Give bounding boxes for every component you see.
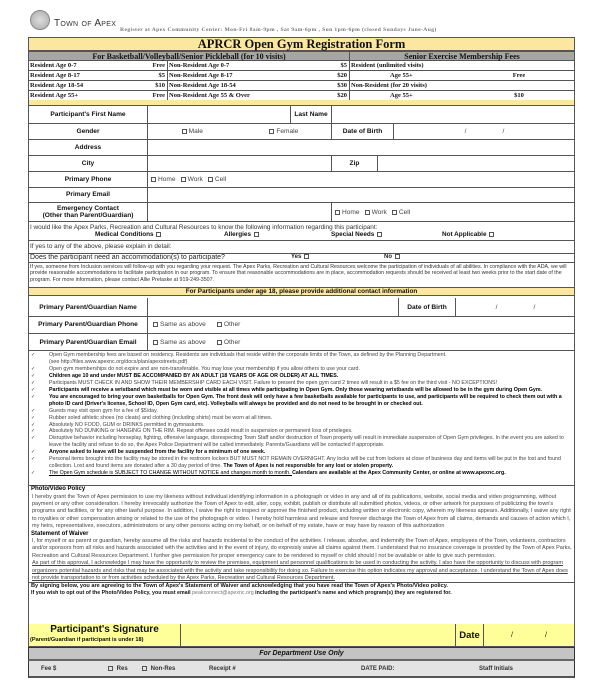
- not-applicable-checkbox[interactable]: [442, 231, 496, 238]
- guardian-email-label: Primary Parent/Guardian Email: [29, 333, 148, 351]
- guardian-email-options[interactable]: [152, 333, 240, 351]
- male-label: Male: [188, 127, 203, 135]
- date-label: Date: [456, 624, 484, 647]
- explain-label: If yes to any of the above, please explain in detail:: [30, 243, 172, 250]
- department-use-row: [28, 661, 575, 678]
- cell-checkbox[interactable]: [391, 209, 410, 216]
- medical-conditions-checkbox[interactable]: [95, 231, 163, 238]
- guardian-dob-input[interactable]: [456, 298, 575, 316]
- date-slash: /: [511, 632, 513, 639]
- rule-text: Children age 10 and under MUST BE ACCOMPANIED BY AN ADULT (18 YEARS OF AGE OR OLDER) AT ALL TIMES.: [49, 372, 339, 379]
- dob-input[interactable]: [394, 123, 575, 139]
- photo-policy-text: I hereby grant the Town of Apex permission to use my likeness without individual identifying information in a photograph or video in any and all of its publications, website, social media and video programming, without payment or any other consideration. I hereby irrevocably authorize the Town of Apex to edit, alter, copy, exhibit, publish or distribute all submitted photos, videos, or other artwork for purposes of publicizing the town's programs and facilities, or for any other lawful purpose. In addition, I waive the right to inspect or approve the finished product, including written or electronic copy, wherein my likeness appears. Additionally, I waive any right to royalties or other compensation arising or related to the use of the photograph or video. I hereby hold harmless and release and forever discharge the Town of Apex from all claims, demands and causes of action which I, my heirs, representatives, executors, administrators or any other persons acting on my behalf, or on behalf of my estate, have or may have by reason of this authorization: [32, 493, 571, 530]
- date-paid-label: DATE PAID:: [361, 666, 395, 672]
- signature-subtitle: (Parent/Guardian if participant is under 18): [30, 637, 144, 643]
- emergency-phone-type[interactable]: [334, 202, 410, 222]
- resident-category: Resident Age 18-54: [30, 82, 84, 89]
- senior-fee: $10: [514, 92, 524, 99]
- same-label: Same as above: [160, 321, 206, 328]
- rule-text: Rubber soled athletic shoes (no cleats) and clothing (including shirts) must be worn at all times.: [49, 414, 273, 421]
- other-label: Other: [223, 321, 241, 328]
- allergies-label: Allergies: [224, 231, 251, 238]
- yes-label: Yes: [291, 254, 302, 260]
- rule-item: [29, 428, 574, 435]
- no-label: No: [384, 254, 392, 260]
- explain-input[interactable]: [29, 240, 574, 253]
- opt-out-text: If you wish to opt out of the Photo/Video Policy, you must email: [31, 590, 193, 597]
- other-checkbox[interactable]: [216, 321, 241, 328]
- rule-text: The Town of Apex is not responsible for any lost or stolen property.: [223, 463, 394, 470]
- email-input[interactable]: [148, 187, 575, 202]
- rule-text: Personal items brought into the facility may be stored in the restroom lockers BUT MUST NOT REMAIN OVERNIGHT. Any locks will be cut from lockers at close of business day and items will be put in the lost and found collection. Lost and found items are donated after a 30 day period of time.: [49, 456, 561, 470]
- staff-initials-label: Staff Initials: [479, 666, 514, 672]
- town-name: Town of Apex: [54, 18, 117, 29]
- accommodation-question: Does the participant need an accommodation(s) to participate?: [30, 254, 225, 261]
- work-label: Work: [187, 175, 203, 183]
- same-as-above-checkbox[interactable]: [152, 339, 206, 346]
- receipt-label: Receipt #: [209, 666, 236, 672]
- rule-text: Disruptive behavior including horseplay, fighting, offensive language, disrespecting Town Staff and/or destruction of Town property will result in immediate suspension of Open Gym privileges. In the event you are asked to leave the facility and refuse to do so, the Apex Police Department will be called immediately. Parents/Guardians will be contacted if appropriate.: [49, 435, 564, 449]
- nonresident-fee: $30: [337, 82, 347, 89]
- guardian-name-label: Primary Parent/Guardian Name: [29, 298, 148, 316]
- medical-label: Medical Conditions: [95, 231, 154, 238]
- nonres-label: Non-Res: [150, 666, 176, 672]
- register-hours: Register at Apex Community Center: Mon-Fri 8am-9pm , Sat 9am-6pm , Sun 1pm-6pm (closed Sundays June-Aug): [120, 27, 437, 33]
- rule-text: Participants will receive a wristband which must be worn and visible at all times while participating in Open Gym. Only those wearing wristbands will be allowed to be in the gym during Open Gym.: [49, 386, 543, 393]
- checkmark-icon: ✓: [31, 379, 36, 386]
- rule-item: [29, 408, 574, 415]
- city-label: City: [29, 155, 148, 171]
- rule-item: [29, 373, 574, 380]
- female-checkbox[interactable]: [268, 128, 298, 135]
- work-checkbox[interactable]: [364, 209, 387, 216]
- rule-item: [29, 394, 574, 408]
- address-input[interactable]: [148, 139, 575, 155]
- rule-item: [29, 456, 574, 470]
- special-needs-label: Special Needs: [331, 231, 375, 238]
- nonresident-fee: $20: [337, 72, 347, 79]
- dob-label: Date of Birth: [332, 123, 394, 139]
- senior-fees-header: Senior Exercise Membership Fees: [349, 52, 574, 61]
- dob-slash: /: [502, 127, 505, 135]
- accommodation-no-checkbox[interactable]: [384, 254, 402, 260]
- checkmark-icon: ✓: [31, 386, 36, 393]
- guardian-section-bar: For Participants under age 18, please provide additional contact information: [29, 287, 574, 296]
- male-checkbox[interactable]: [181, 128, 203, 135]
- guardian-phone-label: Primary Parent/Guardian Phone: [29, 316, 148, 333]
- emergency-label-line2: (Other than Parent/Guardian): [42, 212, 134, 219]
- nonresident-category: Non-Resident Age 55 & Over: [169, 92, 250, 99]
- waiver-approval-text: As part of this approval, I acknowledge I may have the opportunity to review the premises, equipment and personnel qualifications to be used in conducting the activity. I also have the opportunity to discuss with program organizers potential hazards and risks that may be associated with the activity and take responsibility for doing so. Failure to exercise this option indicates my approval and acceptance. I understand the Town of Apex does not provide transportation to or from activities scheduled by the Apex Parks, Recreation and Cultural Resources Department.: [32, 560, 568, 582]
- checkmark-icon: ✓: [31, 456, 36, 463]
- email-label: Primary Email: [29, 187, 148, 202]
- rule-text: The Open Gym schedule is SUBJECT TO CHANGE WITHOUT NOTICE and changes month to month.: [49, 470, 293, 477]
- rule-item: [29, 415, 574, 422]
- special-needs-checkbox[interactable]: [331, 231, 384, 238]
- first-name-input[interactable]: [148, 106, 291, 123]
- home-checkbox[interactable]: [150, 176, 176, 183]
- open-gym-rules: [28, 351, 575, 486]
- guardian-dob-label: Date of Birth: [399, 298, 456, 316]
- signature-row: [28, 624, 575, 647]
- senior-category: Age 55+: [349, 91, 413, 100]
- city-input[interactable]: [148, 155, 332, 171]
- fee-row: [28, 81, 575, 91]
- signature-label: [29, 624, 181, 647]
- zip-label: Zip: [332, 155, 378, 171]
- guardian-name-input[interactable]: [148, 298, 399, 316]
- rule-text: Participants MUST CHECK IN AND SHOW THEIR MEMBERSHIP CARD EACH VISIT. Failure to present the open gym card 2 times will result in a $5 fee on the third visit - NO EXCEPTIONS!: [49, 379, 498, 386]
- town-seal-logo: [30, 10, 50, 30]
- work-checkbox[interactable]: [180, 176, 203, 183]
- info-intro: I would like the Apex Parks, Recreation and Cultural Resources to know the following information regarding this participant:: [30, 224, 378, 231]
- signing-statement: By signing below, you are agreeing to the Town of Apex's Statement of Waiver and acknowledging that you have read the Town of Apex's Photo/Video policy.: [29, 582, 574, 590]
- opt-out-statement: [31, 590, 572, 597]
- rule-text: Guests may visit open gym for a fee of $5/day.: [49, 407, 158, 414]
- rule-text: Open Gym membership fees are based on residency. Residents are individuals that reside within the corporate limits of the Town, as defined by the Planning Department.: [49, 352, 447, 358]
- same-as-above-checkbox[interactable]: [152, 321, 206, 328]
- basketball-fees-header: For Basketball/Volleyball/Senior Pickleball (for 10 visits): [92, 52, 286, 61]
- allergies-checkbox[interactable]: [224, 231, 261, 238]
- nonresident-category: Non-Resident Age 8-17: [169, 72, 233, 79]
- emergency-label-line1: Emergency Contact: [57, 205, 119, 212]
- other-checkbox[interactable]: [216, 339, 241, 346]
- dob-slash: /: [533, 303, 536, 311]
- checkmark-icon: ✓: [31, 393, 36, 400]
- rule-text: You are encouraged to bring your own basketballs for Open Gym. The front desk will only have a few basketballs available for participants to use, and participants will be required to check them out with a photo ID card (Driver's license, School ID, Open Gym card, etc). Volleyballs will always be provided and do not need to be brought in or checked out.: [49, 393, 562, 407]
- waiver-text: I, for myself or as parent or guardian, hereby assume all the risks and hazards incidental to the conduct of the activities. I release, absolve, and indemnify the Town of Apex, employees of the Town, volunteers, contractors and/or sponsors from all risks and hazards associated with the activities and in the event of injury, do expressly waive all claims against them. I understand that no insurance coverage is provided by the Town of Apex Parks, Recreation and Cultural Resources Department. I further give permission for proper emergency care to be rendered to myself or child should I not be available or able to give such permission.: [32, 538, 572, 559]
- checkmark-icon: ✓: [31, 428, 36, 435]
- signature-date-input[interactable]: [484, 624, 574, 647]
- guardian-phone-options[interactable]: [152, 316, 240, 333]
- date-slash: /: [545, 632, 547, 639]
- cell-label: Cell: [214, 175, 227, 183]
- senior-fee: Free: [512, 72, 526, 79]
- nonres-checkbox[interactable]: [141, 666, 175, 672]
- phone-label: Primary Phone: [29, 171, 148, 187]
- emergency-contact-label: [29, 202, 148, 222]
- checkmark-icon: ✓: [31, 407, 36, 414]
- nonresident-fee: $5: [340, 62, 347, 69]
- participant-info-table: [28, 105, 575, 222]
- fee-row: [28, 71, 575, 81]
- not-applicable-label: Not Applicable: [442, 231, 487, 238]
- address-label: Address: [29, 139, 148, 155]
- rule-item: [29, 470, 574, 477]
- home-label: Home: [342, 208, 360, 216]
- rule-text: Absolutely NO FOOD, GUM or DRINKS permitted in gymnasiums.: [49, 421, 205, 428]
- female-label: Female: [276, 127, 299, 135]
- rule-item: [29, 380, 574, 387]
- rule-item: [29, 352, 574, 359]
- nonresident-category: Non-Resident Age 18-54: [169, 82, 236, 89]
- department-use-header: For Department Use Only: [28, 647, 575, 661]
- signature-input[interactable]: [181, 624, 456, 647]
- nonresident-category: Non-Resident Age 0-7: [169, 62, 230, 69]
- last-name-input[interactable]: [332, 106, 575, 123]
- same-label: Same as above: [160, 338, 206, 346]
- checkmark-icon: ✓: [31, 372, 36, 379]
- rule-text: Anyone asked to leave will be suspended from the facility for a minimum of one week.: [49, 449, 266, 456]
- waiver-title: Statement of Waiver: [31, 530, 89, 537]
- rule-item: [29, 387, 574, 394]
- dob-slash: /: [464, 127, 467, 135]
- rule-item: [29, 449, 574, 456]
- rule-item: [29, 435, 574, 449]
- resident-category: Resident Age 8-17: [30, 72, 80, 79]
- fee-header: [28, 51, 575, 61]
- other-label: Other: [223, 338, 241, 346]
- rule-text: Open gym memberships do not expire and are non-transferable. You may lose your membership if you allow others to use your card.: [49, 365, 360, 372]
- rule-text: (see http://files.www.apexnc.org/docs/plan/apexstreets.pdf): [49, 358, 188, 365]
- form-title: APRCR Open Gym Registration Form: [28, 37, 575, 51]
- photo-policy-title: Photo/Video Policy: [31, 486, 86, 492]
- fee-row: [28, 61, 575, 71]
- senior-category: Resident (unlimited visits): [351, 62, 424, 69]
- opt-out-email-link[interactable]: peakconnect@apexnc.org: [192, 590, 254, 597]
- checkmark-icon: ✓: [31, 352, 36, 358]
- cell-label: Cell: [398, 208, 411, 216]
- accommodation-notice: If yes, someone from Inclusion services will follow-up with you regarding your request. The Apex Parks, Recreation and Cultural Resources welcome the participation of individuals of all abilities. In compliance with the ADA, we will provide reasonable accommodations to facilitate participation in our program. To ensure that reasonable accommodations are in place, accommodation requests should be received at least two weeks prior to the start date of the program. For more information, please contact Allie Prelaske at 919-249-3507.: [29, 262, 574, 287]
- checkmark-icon: ✓: [31, 435, 36, 442]
- zip-input[interactable]: [378, 155, 575, 171]
- resident-fee: Free: [152, 62, 165, 69]
- emergency-contact-input[interactable]: [148, 202, 332, 222]
- resident-fee: $5: [158, 72, 165, 79]
- senior-category: Non-Resident (for 20 visits): [351, 82, 427, 89]
- signature-title: Participant's Signature: [50, 624, 159, 635]
- resident-fee: $10: [155, 82, 165, 89]
- home-label: Home: [158, 175, 176, 183]
- senior-category: Age 55+: [349, 71, 413, 80]
- home-checkbox[interactable]: [334, 209, 360, 216]
- checkmark-icon: ✓: [31, 470, 36, 477]
- opt-out-text: including the participant's name and which program(s) they are registered for.: [253, 590, 452, 597]
- nonresident-fee: $20: [337, 92, 347, 99]
- participant-needs-section: [28, 222, 575, 351]
- res-checkbox[interactable]: [107, 666, 128, 672]
- cell-checkbox[interactable]: [207, 176, 226, 183]
- rule-text: Absolutely NO DUNKING or HANGING ON THE RIM. Repeat offenses could result in suspension or permanent loss of privileges.: [49, 428, 353, 435]
- checkmark-icon: ✓: [31, 449, 36, 456]
- accommodation-yes-checkbox[interactable]: [291, 254, 311, 260]
- resident-category: Resident Age 0-7: [30, 62, 77, 69]
- rule-item: [29, 359, 574, 366]
- phone-input[interactable]: [150, 171, 226, 187]
- resident-fee: Free: [152, 92, 165, 99]
- res-label: Res: [116, 666, 128, 672]
- work-label: Work: [371, 208, 387, 216]
- last-name-label: Last Name: [291, 106, 332, 123]
- checkmark-icon: ✓: [31, 421, 36, 428]
- rule-text: Calendars are available at the Apex Community Center, or online at www.apexnc.org.: [292, 470, 506, 477]
- rule-item: [29, 422, 574, 429]
- fee-label: Fee $: [41, 666, 57, 672]
- dob-slash: /: [495, 303, 498, 311]
- first-name-label: Participant's First Name: [29, 106, 148, 123]
- rule-item: [29, 366, 574, 373]
- gender-label: Gender: [29, 123, 148, 139]
- checkmark-icon: ✓: [31, 414, 36, 421]
- policy-section: [28, 486, 575, 625]
- checkmark-icon: ✓: [31, 365, 36, 372]
- resident-category: Resident Age 55+: [30, 92, 79, 99]
